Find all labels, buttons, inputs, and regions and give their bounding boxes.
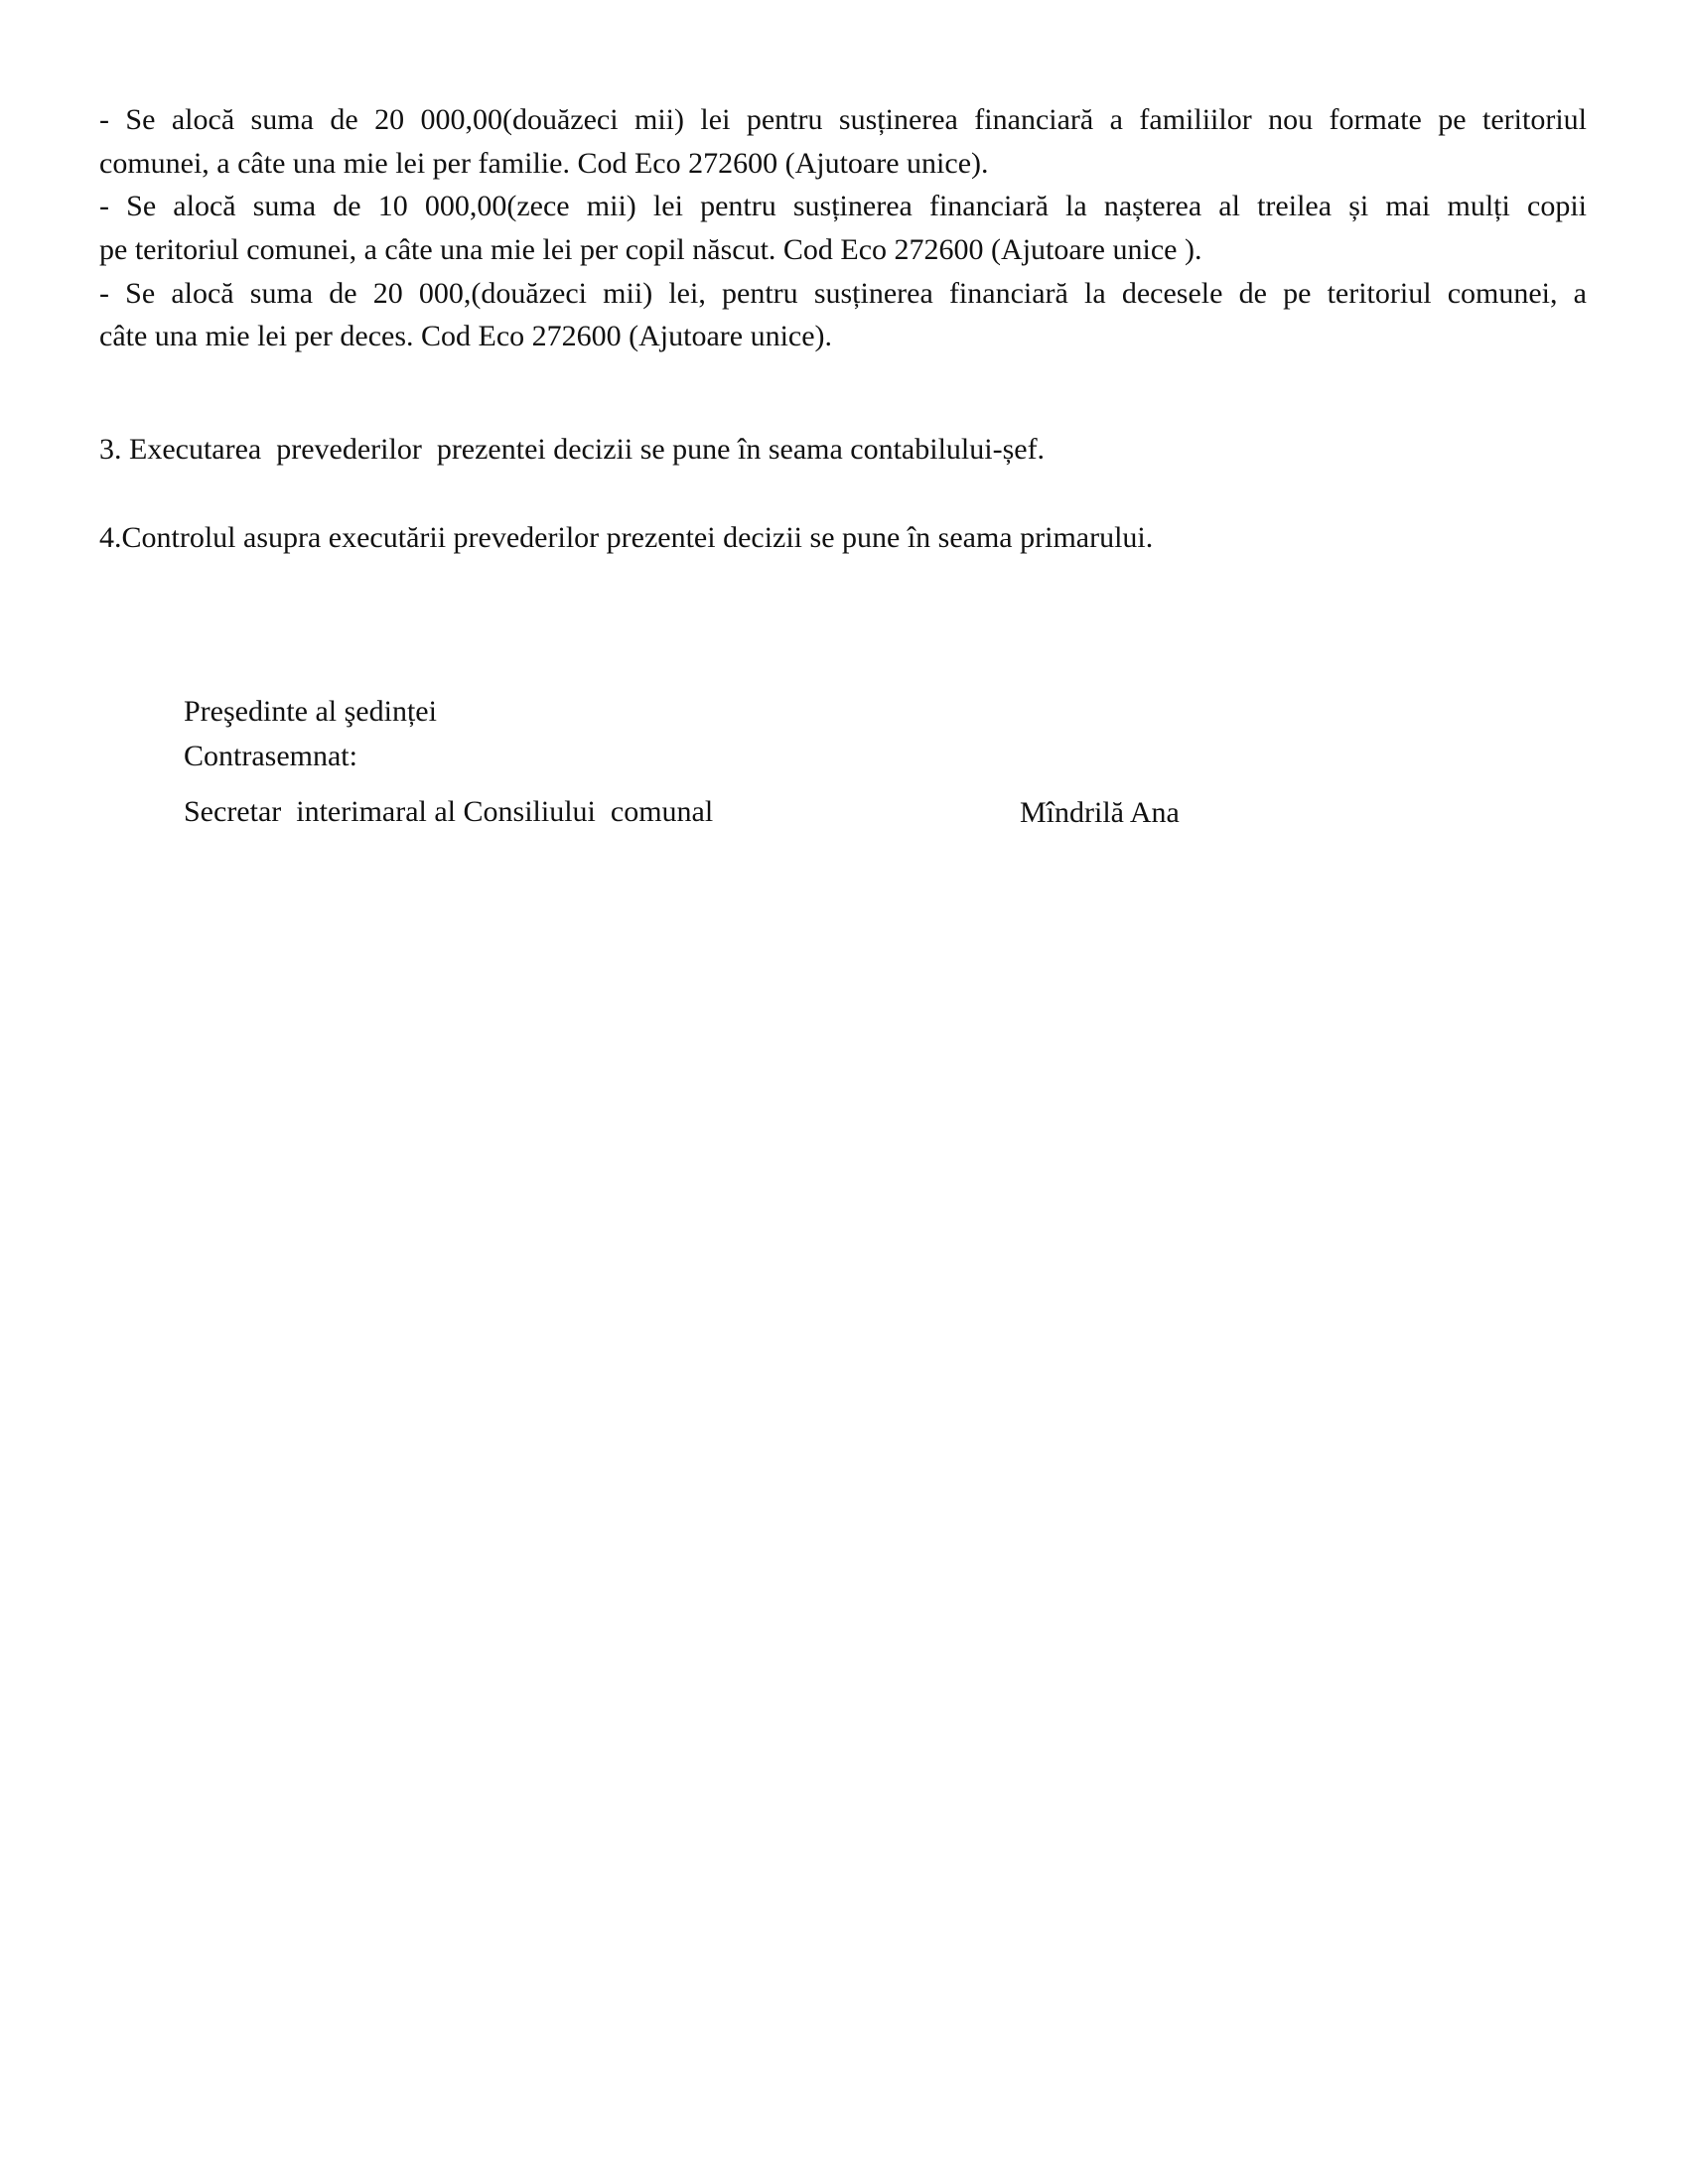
countersigned-label: Contrasemnat: xyxy=(184,740,357,772)
allocation-line: - Se alocă suma de 20 000,00(douăzeci mii) lei pentru susținerea financiară a familiilor nou formate pe teritoriul xyxy=(99,103,1587,136)
allocation-line: - Se alocă suma de 10 000,00(zece mii) lei pentru susținerea financiară la nașterea al treilea și mai mulți copii xyxy=(99,190,1587,222)
point-4-control: 4.Controlul asupra executării prevederilor prezentei decizii se pune în seama primarului. xyxy=(99,521,1154,554)
president-label: Preşedinte al şedinței xyxy=(184,695,437,728)
point-3-execution: 3. Executarea prevederilor prezentei decizii se pune în seama contabilului-șef. xyxy=(99,433,1046,466)
secretary-name: Mîndrilă Ana xyxy=(1020,796,1180,829)
allocation-line: comunei, a câte una mie lei per familie. Cod Eco 272600 (Ajutoare unice). xyxy=(99,147,989,180)
allocation-line: pe teritoriul comunei, a câte una mie lei per copil născut. Cod Eco 272600 (Ajutoare unice ). xyxy=(99,233,1202,266)
secretary-label: Secretar interimaral al Consiliului comunal xyxy=(184,795,714,828)
allocation-line: - Se alocă suma de 20 000,(douăzeci mii) lei, pentru susținerea financiară la decesele de pe teritoriul comunei, a xyxy=(99,277,1587,310)
allocation-line: câte una mie lei per deces. Cod Eco 272600 (Ajutoare unice). xyxy=(99,320,833,352)
